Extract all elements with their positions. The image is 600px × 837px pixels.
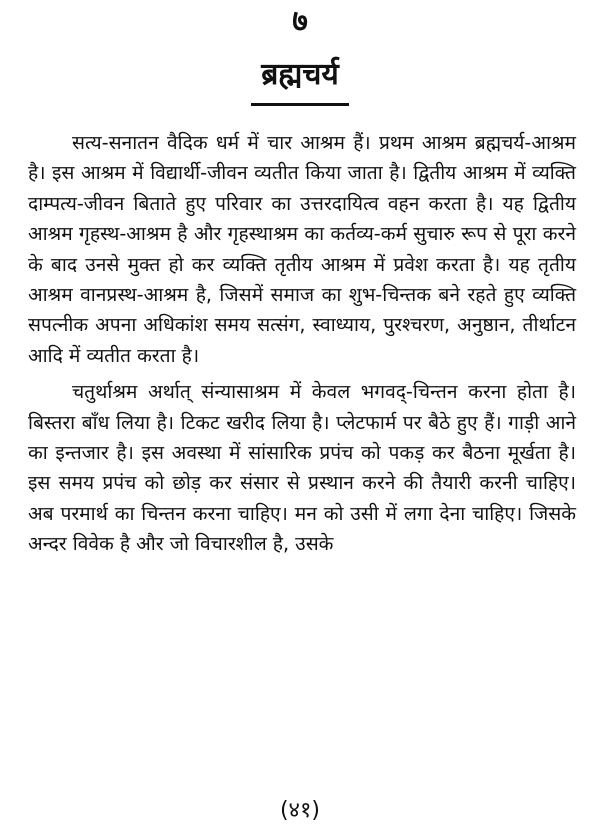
paragraph-2: चतुर्थाश्रम अर्थात् संन्यासाश्रम में केवल भगवद्-चिन्तन करना होता है। बिस्तरा बाँध लिया है। टिकट खरीद लिया है। प्लेटफार्म पर बैठे हुए हैं। गाड़ी आने का इन्तजार है। इस अवस्था में सांसारिक प्रपंच को पकड़ कर बैठना मूर्खता है। इस समय प्रपंच को छोड़ कर संसार से प्रस्थान करने की तैयारी करनी चाहिए। अब परमार्थ का चिन्तन करना चाहिए। मन को उसी में लगा देना चाहिए। जिसके अन्दर विवेक है और जो विचारशील है, उसके (28, 380, 576, 556)
chapter-number: ७ (292, 4, 308, 39)
page-number: (४१) (279, 798, 321, 823)
chapter-title: ब्रह्मचर्य (251, 55, 349, 106)
paragraph-1: सत्य-सनातन वैदिक धर्म में चार आश्रम हैं। प्रथम आश्रम ब्रह्मचर्य-आश्रम है। इस आश्रम में विद्यार्थी-जीवन व्यतीत किया जाता है। द्वितीय आश्रम में व्यक्ति दाम्पत्य-जीवन बिताते हुए परिवार का उत्तरदायित्व वहन करता है। यह द्वितीय आश्रम गृहस्थ-आश्रम है और गृहस्थाश्रम का कर्तव्य-कर्म सुचारु रूप से पूरा करने के बाद उनसे मुक्त हो कर व्यक्ति तृतीय आश्रम में प्रवेश करता है। यह तृतीय आश्रम वानप्रस्थ-आश्रम है, जिसमें समाज का शुभ-चिन्तक बने रहते हुए व्यक्ति सपत्नीक अपना अधिकांश समय सत्संग, स्वाध्याय, पुरश्चरण, अनुष्ठान, तीर्थाटन आदि में व्यतीत करता है। (28, 131, 576, 367)
body-text (28, 128, 576, 560)
chapter-heading (0, 55, 600, 106)
